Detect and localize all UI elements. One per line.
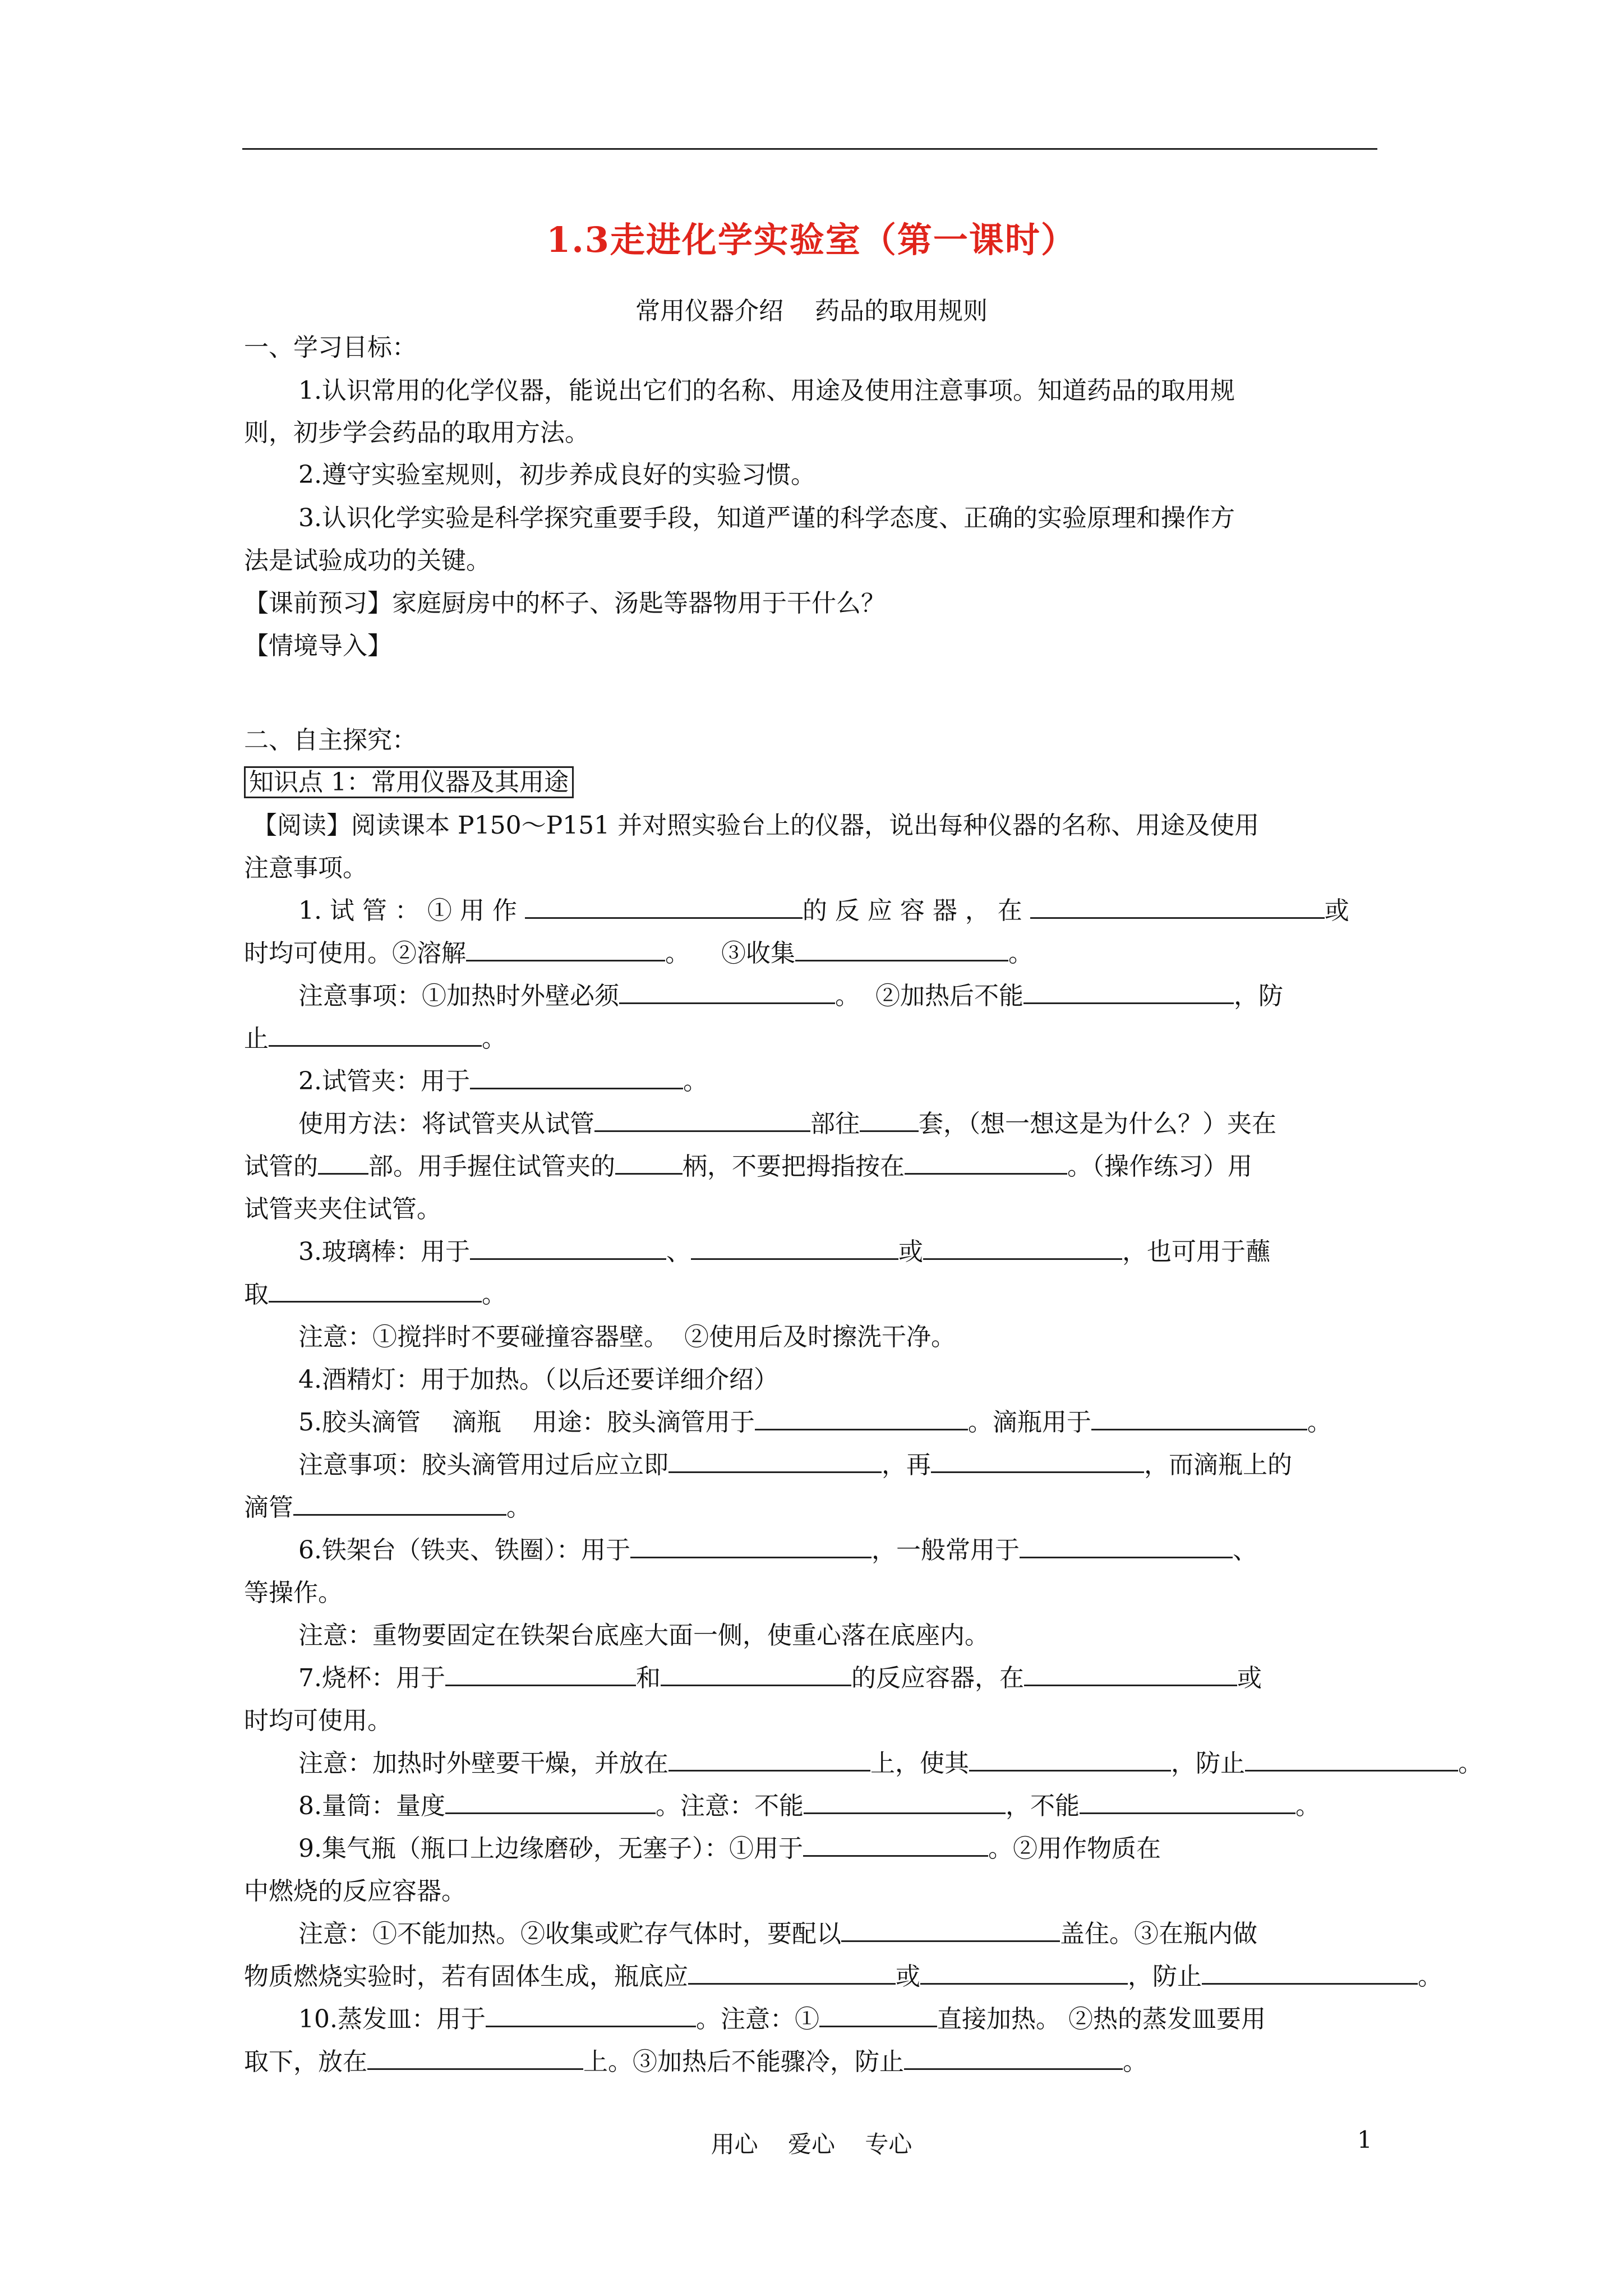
item-glass-rod: 3.玻璃棒：用于 、 或 ，也可用于蘸 (298, 1235, 1270, 1269)
fill-blank[interactable] (1091, 1406, 1307, 1430)
fill-blank[interactable] (904, 2046, 1123, 2070)
page-title: 1.3走进化学实验室（第一课时） (546, 219, 1077, 260)
fill-blank[interactable] (905, 1151, 1067, 1175)
knowledge-point-box: 知识点 1：常用仪器及其用途 (244, 766, 574, 799)
fill-blank[interactable] (293, 1492, 506, 1516)
fill-blank[interactable] (931, 1449, 1144, 1473)
item-iron-stand: 等操作。 (244, 1579, 343, 1607)
item-evaporating-dish: 取下，放在 上。③加热后不能骤冷，防止 。 (244, 2045, 1147, 2079)
item-test-tube-note: 止 。 (244, 1022, 506, 1056)
page-footer: 用心 爱心 专心 (711, 2131, 912, 2158)
fill-blank[interactable] (318, 1151, 368, 1175)
goal-text: 1.认识常用的化学仪器，能说出它们的名称、用途及使用注意事项。知道药品的取用规 (298, 376, 1235, 405)
item-beaker: 时均可使用。 (244, 1706, 392, 1735)
fill-blank[interactable] (619, 980, 835, 1004)
goal-text: 2.遵守实验室规则，初步养成良好的实验习惯。 (298, 461, 815, 489)
fill-blank[interactable] (755, 1406, 968, 1430)
fill-blank[interactable] (668, 1449, 882, 1473)
fill-blank[interactable] (691, 1236, 898, 1260)
preview-text: 【课前预习】家庭厨房中的杯子、汤匙等器物用于干什么？ (244, 589, 886, 618)
item-dropper-note: 滴管 。 (244, 1491, 531, 1525)
fill-blank[interactable] (804, 1790, 1006, 1814)
goal-text: 则，初步学会药品的取用方法。 (244, 418, 589, 447)
item-measuring-cylinder: 8.量筒：量度 。注意：不能 ，不能 。 (298, 1789, 1320, 1823)
item-dropper-note: 注意事项：胶头滴管用过后应立即 ，再 ，而滴瓶上的 (298, 1448, 1292, 1482)
item-glass-rod-note: 注意：①搅拌时不要碰撞容器壁。 ②使用后及时擦洗干净。 (298, 1323, 956, 1351)
fill-blank[interactable] (594, 1108, 810, 1132)
fill-blank[interactable] (1080, 1790, 1295, 1814)
fill-blank[interactable] (841, 1918, 1060, 1942)
fill-blank[interactable] (668, 1747, 870, 1772)
item-iron-stand-note: 注意：重物要固定在铁架台底座大面一侧，使重心落在底座内。 (298, 1621, 989, 1650)
fill-blank[interactable] (269, 1278, 482, 1303)
page-subtitle: 常用仪器介绍 药品的取用规则 (635, 297, 988, 325)
fill-blank[interactable] (367, 2046, 583, 2070)
intro-text: 【情境导入】 (244, 632, 392, 660)
fill-blank[interactable] (661, 1662, 851, 1686)
item-dropper: 5.胶头滴管 滴瓶 用途：胶头滴管用于 。滴瓶用于 。 (298, 1406, 1332, 1439)
item-gas-jar: 中燃烧的反应容器。 (244, 1877, 466, 1906)
fill-blank[interactable] (1245, 1747, 1458, 1772)
fill-blank[interactable] (1030, 895, 1325, 919)
item-beaker: 7.烧杯：用于 和 的反应容器，在 或 (298, 1662, 1262, 1695)
fill-blank[interactable] (269, 1023, 482, 1047)
reading-text: 注意事项。 (244, 854, 367, 882)
item-tube-holder: 试管夹夹住试管。 (244, 1195, 441, 1223)
fill-blank[interactable] (688, 1961, 896, 1985)
fill-blank[interactable] (1202, 1961, 1418, 1985)
item-tube-holder: 使用方法：将试管夹从试管 部往 套，（想一想这是为什么？）夹在 (298, 1107, 1276, 1141)
fill-blank[interactable] (470, 1065, 683, 1089)
fill-blank[interactable] (923, 1236, 1122, 1260)
item-gas-jar: 9.集气瓶（瓶口上边缘磨砂，无塞子）：①用于 。②用作物质在 (298, 1832, 1161, 1866)
item-iron-stand: 6.铁架台（铁夹、铁圈）：用于 ，一般常用于 、 (298, 1534, 1257, 1567)
item-gas-jar-note: 注意：①不能加热。②收集或贮存气体时，要配以 盖住。③在瓶内做 (298, 1917, 1257, 1951)
item-tube-holder: 2.试管夹：用于 。 (298, 1065, 708, 1098)
fill-blank[interactable] (525, 895, 803, 919)
item-beaker-note: 注意：加热时外壁要干燥，并放在 上，使其 ，防止 。 (298, 1747, 1483, 1780)
fill-blank[interactable] (969, 1747, 1171, 1772)
fill-blank[interactable] (795, 937, 1008, 961)
section-heading: 一、学习目标： (244, 333, 417, 362)
fill-blank[interactable] (615, 1151, 683, 1175)
fill-blank[interactable] (470, 1236, 666, 1260)
item-alcohol-lamp: 4.酒精灯：用于加热。（以后还要详细介绍） (298, 1365, 778, 1394)
item-gas-jar-note: 物质燃烧实验时，若有固体生成，瓶底应 或 ，防止 。 (244, 1960, 1442, 1994)
page-number: 1 (1357, 2126, 1372, 2154)
fill-blank[interactable] (445, 1662, 636, 1686)
fill-blank[interactable] (860, 1108, 919, 1132)
item-evaporating-dish: 10.蒸发皿：用于 。注意：① 直接加热。 ②热的蒸发皿要用 (298, 2003, 1266, 2036)
fill-blank[interactable] (1020, 1534, 1233, 1558)
item-tube-holder: 试管的 部。用手握住试管夹的 柄，不要把拇指按在 。（操作练习）用 (244, 1150, 1252, 1184)
fill-blank[interactable] (819, 2003, 937, 2027)
fill-blank[interactable] (920, 1961, 1128, 1985)
goal-text: 法是试验成功的关键。 (244, 546, 491, 575)
fill-blank[interactable] (486, 2003, 696, 2027)
item-test-tube: 时均可使用。②溶解 。 ③收集 。 (244, 937, 1033, 970)
reading-text: 【阅读】阅读课本 P150～P151 并对照实验台上的仪器，说出每种仪器的名称、用途及使用 (252, 811, 1260, 840)
fill-blank[interactable] (445, 1790, 656, 1814)
fill-blank[interactable] (1024, 1662, 1237, 1686)
fill-blank[interactable] (1023, 980, 1234, 1004)
item-glass-rod: 取 。 (244, 1278, 506, 1312)
goal-text: 3.认识化学实验是科学探究重要手段，知道严谨的科学态度、正确的实验原理和操作方 (298, 504, 1235, 532)
section-heading: 二、自主探究： (244, 726, 417, 754)
item-test-tube: 1. 试 管 ： ① 用 作 的 反 应 容 器 ， 在 或 (298, 894, 1349, 928)
header-rule (242, 148, 1377, 150)
fill-blank[interactable] (630, 1534, 872, 1558)
fill-blank[interactable] (803, 1833, 988, 1857)
fill-blank[interactable] (466, 937, 665, 961)
item-test-tube-note: 注意事项：①加热时外壁必须 。 ②加热后不能 ，防 (298, 979, 1283, 1013)
